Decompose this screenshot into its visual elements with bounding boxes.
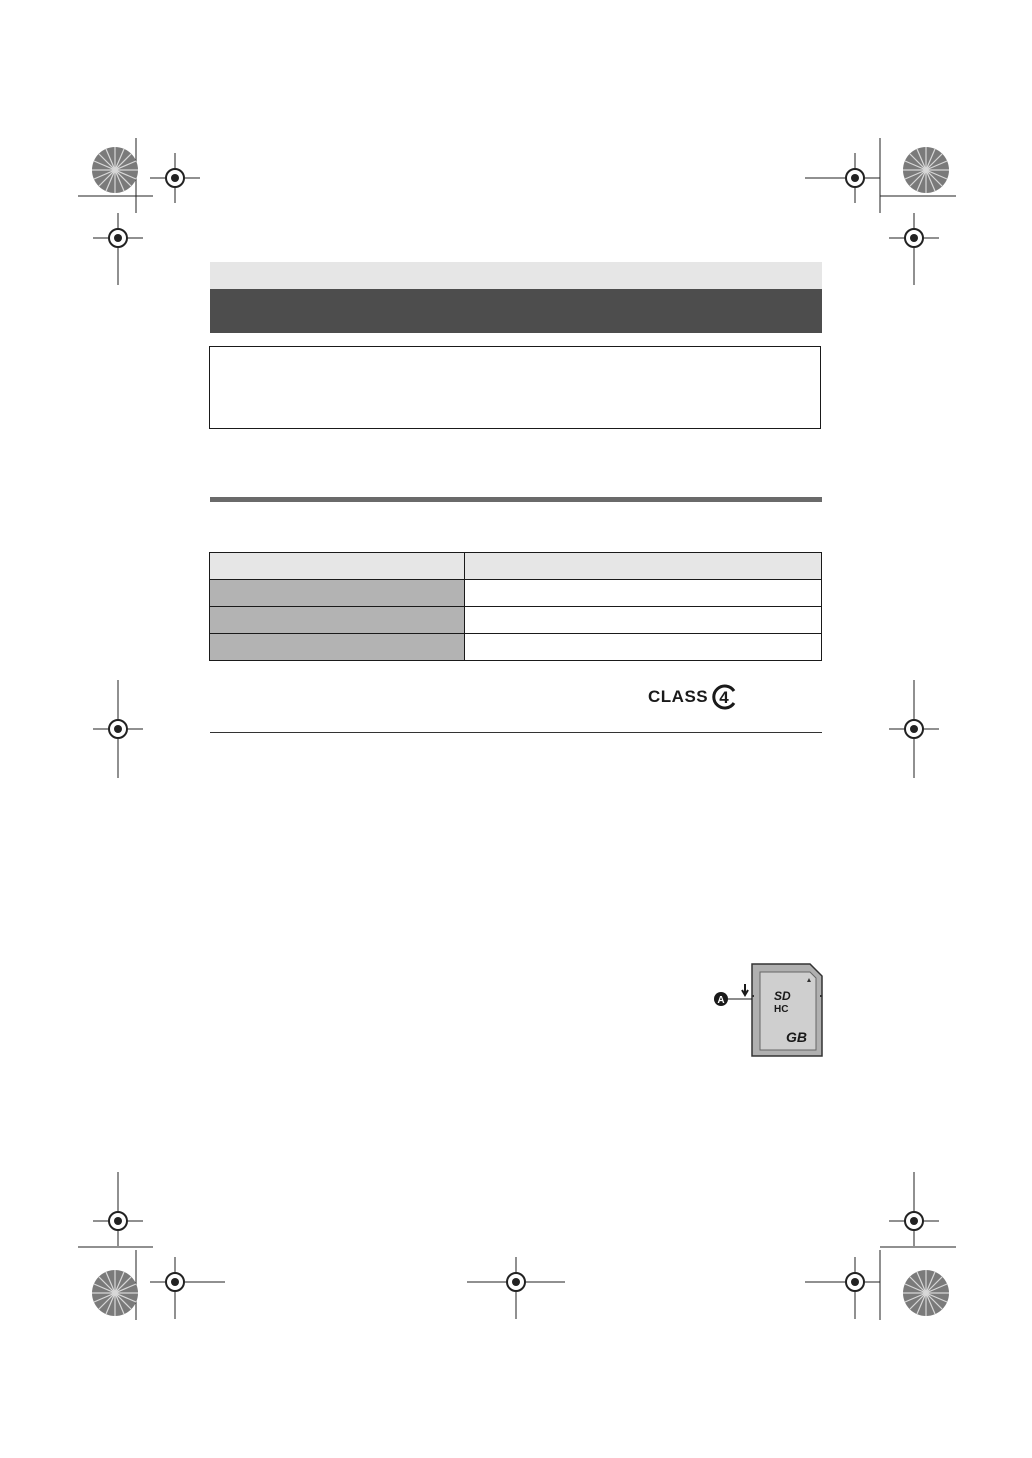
notice-box (209, 346, 821, 429)
table-row (210, 607, 822, 634)
registration-mark-top-right-rosette (876, 138, 956, 218)
table-value-cell (465, 607, 822, 634)
table-header-cell (210, 553, 465, 580)
table-row (210, 580, 822, 607)
sd-marker-label: A (717, 995, 725, 1006)
crosshair-mark (805, 153, 880, 203)
table-header-cell (465, 553, 822, 580)
section-bottom-rule (210, 732, 822, 733)
table-key-cell (210, 634, 465, 661)
crosshair-mark (805, 1257, 880, 1319)
registration-mark-top-left-rosette (78, 138, 158, 218)
page-header-band (210, 262, 822, 289)
table-value-cell (465, 580, 822, 607)
registration-mark-bottom-left-rosette (78, 1245, 158, 1325)
sdhc-card-illustration (710, 960, 835, 1060)
crosshair-mark (889, 680, 939, 778)
page-title-bar (210, 289, 822, 333)
class-logo-label: CLASS (648, 687, 709, 706)
crosshair-mark (889, 213, 939, 285)
spec-table (209, 552, 822, 661)
table-value-cell (465, 634, 822, 661)
crosshair-mark (93, 1172, 143, 1246)
crosshair-mark (93, 680, 143, 778)
sd-speed-class-logo (648, 682, 738, 712)
crosshair-mark (150, 1257, 225, 1319)
sd-brand-bottom: HC (774, 1004, 789, 1015)
crosshair-mark (467, 1257, 565, 1319)
sd-capacity: GB (786, 1029, 807, 1045)
class-number-circle-icon (710, 683, 738, 711)
crosshair-mark (889, 1172, 939, 1246)
section-divider (210, 497, 822, 502)
table-key-cell (210, 580, 465, 607)
table-row (210, 634, 822, 661)
sd-brand-top: SD (774, 989, 791, 1003)
table-key-cell (210, 607, 465, 634)
registration-mark-bottom-right-rosette (876, 1245, 956, 1325)
crosshair-mark (93, 213, 143, 285)
class-logo-number: 4 (719, 688, 729, 707)
table-header-row (210, 553, 822, 580)
crosshair-mark (150, 153, 200, 203)
